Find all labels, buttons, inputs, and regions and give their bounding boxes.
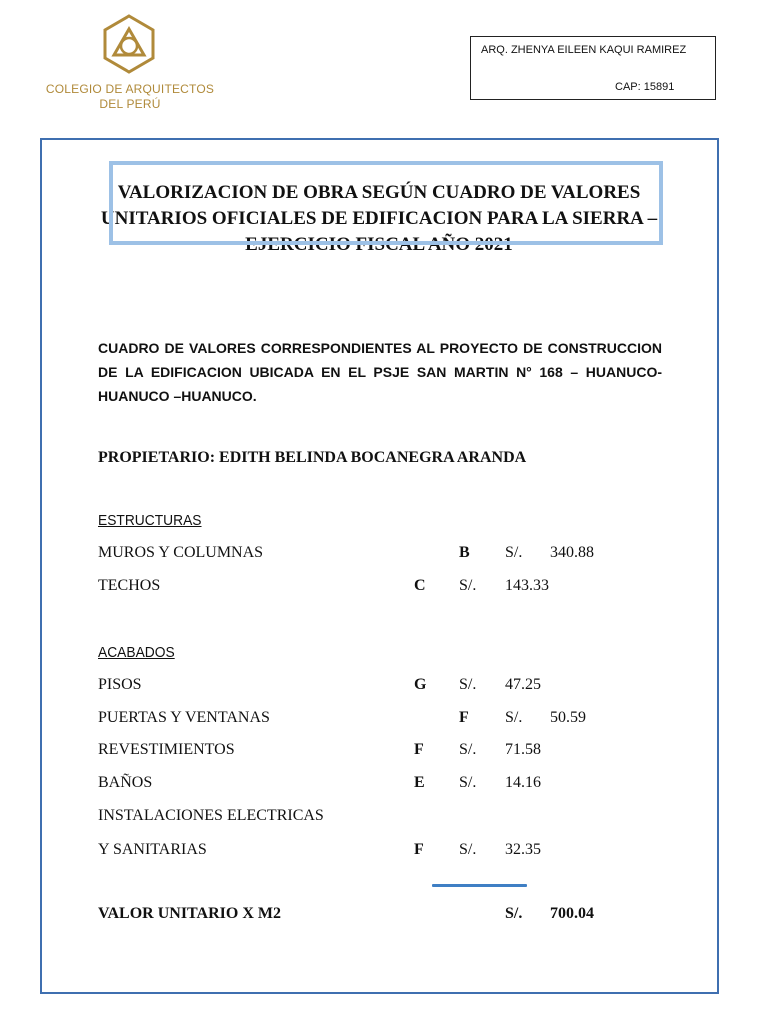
row-value: 340.88 (550, 544, 594, 561)
row-grade: F (414, 741, 424, 758)
row-grade: B (459, 544, 470, 561)
sum-underline (432, 884, 527, 887)
row-currency: S/. (505, 709, 523, 726)
row-value: 32.35 (505, 841, 541, 858)
table-row (98, 807, 658, 831)
architect-stamp-box (470, 36, 716, 100)
row-currency: S/. (459, 774, 477, 791)
section-heading-finishes: ACABADOS (98, 644, 175, 661)
section-heading-structures: ESTRUCTURAS (98, 512, 202, 529)
row-value: 50.59 (550, 709, 586, 726)
row-grade: E (414, 774, 425, 791)
row-value: 47.25 (505, 676, 541, 693)
row-currency: S/. (459, 676, 477, 693)
document-title: VALORIZACION DE OBRA SEGÚN CUADRO DE VALORES UNITARIOS OFICIALES DE EDIFICACION PARA LA SIERRA – EJERCICIO FISCAL AÑO 2021 (100, 182, 658, 255)
architect-name: ARQ. ZHENYA EILEEN KAQUI RAMIREZ (481, 44, 687, 56)
row-value: 71.58 (505, 741, 541, 758)
row-label: BAÑOS (98, 774, 153, 791)
row-value: 14.16 (505, 774, 541, 791)
row-label: Y SANITARIAS (98, 841, 207, 858)
cap-number: CAP: 15891 (615, 81, 675, 93)
owner-line: PROPIETARIO: EDITH BELINDA BOCANEGRA ARANDA (98, 449, 527, 466)
row-label: REVESTIMIENTOS (98, 741, 235, 758)
total-row (98, 905, 658, 929)
row-currency: S/. (459, 577, 477, 594)
row-grade: G (414, 676, 427, 693)
row-currency: S/. (459, 841, 477, 858)
architects-college-emblem-icon (100, 14, 158, 74)
row-currency: S/. (505, 544, 523, 561)
logo (40, 12, 220, 112)
title-highlight-box (109, 161, 663, 245)
logo-line-2: DEL PERÚ (99, 97, 161, 111)
row-label: MUROS Y COLUMNAS (98, 544, 264, 561)
row-grade: F (414, 841, 424, 858)
table-row (98, 577, 658, 601)
total-label: VALOR UNITARIO X M2 (98, 905, 281, 922)
row-grade: C (414, 577, 426, 594)
row-label: PISOS (98, 676, 142, 693)
row-grade: F (459, 709, 469, 726)
table-row (98, 676, 658, 700)
table-row (98, 774, 658, 798)
total-value: 700.04 (550, 905, 594, 922)
project-description: CUADRO DE VALORES CORRESPONDIENTES AL PROYECTO DE CONSTRUCCION DE LA EDIFICACION UBICADA EN EL PSJE SAN MARTIN N° 168 – HUANUCO- HUANUCO –HUANUCO. (98, 340, 662, 404)
row-currency: S/. (459, 741, 477, 758)
table-row (98, 709, 658, 733)
row-label: PUERTAS Y VENTANAS (98, 709, 270, 726)
table-row (98, 544, 658, 568)
logo-line-1: COLEGIO DE ARQUITECTOS (45, 82, 215, 96)
row-label: TECHOS (98, 577, 161, 594)
table-row (98, 841, 658, 865)
total-currency: S/. (505, 905, 523, 922)
row-label: INSTALACIONES ELECTRICAS (98, 807, 324, 824)
row-value: 143.33 (505, 577, 549, 594)
table-row (98, 741, 658, 765)
